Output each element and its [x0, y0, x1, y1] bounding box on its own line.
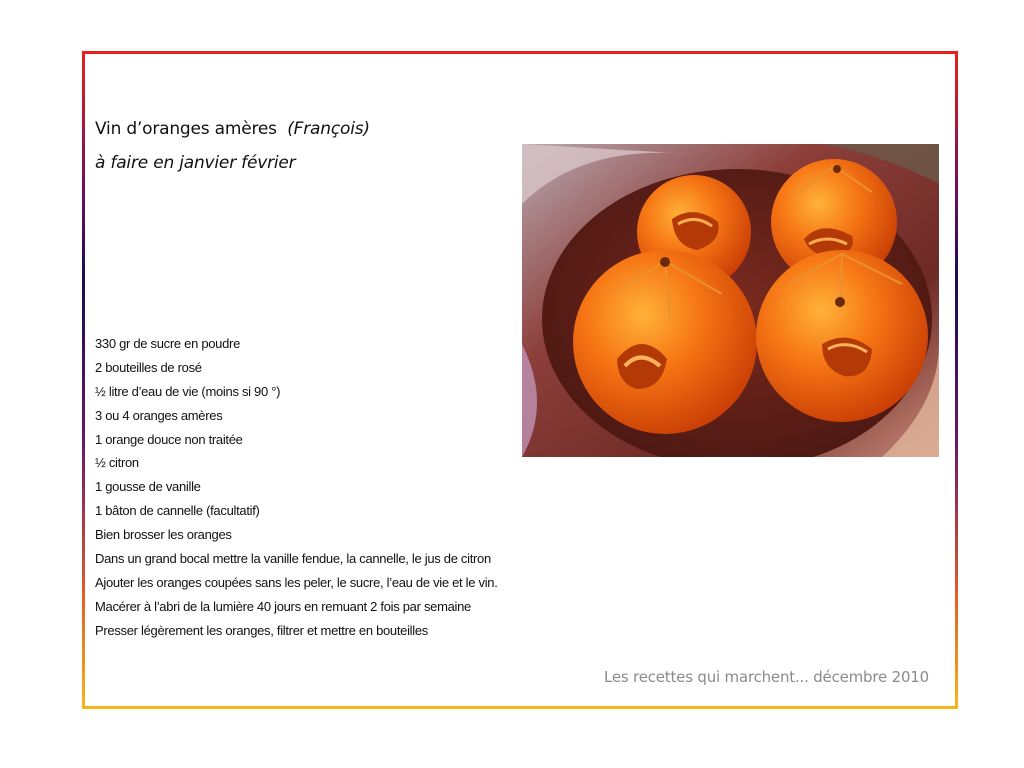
- recipe-line: 3 ou 4 oranges amères: [95, 407, 223, 423]
- recipe-line: ½ citron: [95, 455, 139, 471]
- orange-bottom-right: [756, 250, 928, 422]
- recipe-line: Bien brosser les oranges: [95, 527, 232, 543]
- recipe-title: Vin d’oranges amères: [95, 119, 277, 139]
- oranges-photo: [522, 144, 939, 457]
- recipe-line: 1 gousse de vanille: [95, 479, 201, 495]
- recipe-line: 1 orange douce non traitée: [95, 431, 243, 447]
- recipe-subtitle: à faire en janvier février: [95, 153, 296, 173]
- orange-bottom-left: [573, 250, 757, 434]
- recipe-line: Presser légèrement les oranges, filtrer et mettre en bouteilles: [95, 622, 428, 638]
- slide-footer: Les recettes qui marchent... décembre 2010: [603, 668, 929, 686]
- recipe-line: ½ litre d’eau de vie (moins si 90 °): [95, 383, 281, 399]
- recipe-lines: [95, 335, 498, 646]
- recipe-line: 2 bouteilles de rosé: [95, 359, 202, 375]
- recipe-title-line: [95, 119, 370, 139]
- recipe-line: Ajouter les oranges coupées sans les peler, le sucre, l’eau de vie et le vin.: [95, 574, 498, 590]
- recipe-line: 330 gr de sucre en poudre: [95, 336, 240, 351]
- recipe-line: 1 bâton de cannelle (facultatif): [95, 503, 260, 519]
- recipe-line: Macérer à l’abri de la lumière 40 jours en remuant 2 fois par semaine: [95, 598, 471, 614]
- recipe-line: Dans un grand bocal mettre la vanille fendue, la cannelle, le jus de citron: [95, 551, 491, 567]
- recipe-author: (François): [287, 119, 370, 139]
